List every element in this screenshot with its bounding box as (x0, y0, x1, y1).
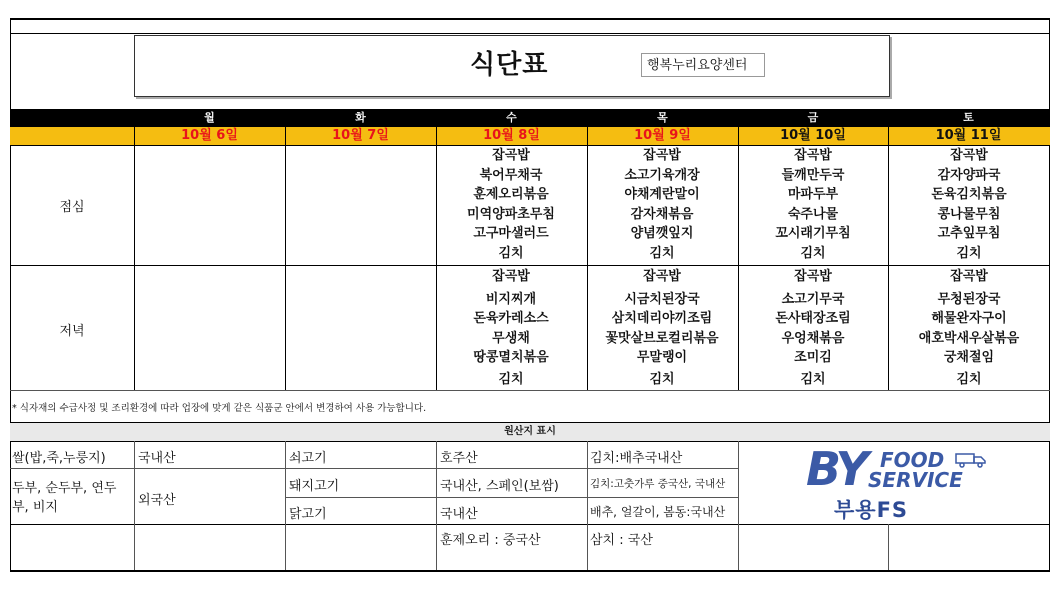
logo-by-text: BY (806, 442, 866, 496)
menu-item: 시금치된장국 (624, 291, 700, 307)
truck-icon (955, 452, 987, 468)
menu-item: 김치 (800, 371, 826, 387)
menu-item: 김치 (956, 371, 982, 387)
menu-item: 소고기육개장 (624, 167, 700, 183)
logo-company-name: 부용FS (834, 498, 909, 522)
origin-kimchi-1: 김치:배추국내산 (590, 451, 683, 466)
menu-item: 김치 (649, 245, 675, 261)
date-wed: 10월 8일 (483, 128, 540, 143)
menu-item: 잡곡밥 (950, 148, 988, 163)
origin-v-2 (285, 441, 286, 570)
lunch-menu-thu (587, 146, 737, 263)
menu-item: 잡곡밥 (950, 269, 988, 284)
menu-item: 김치 (956, 245, 982, 261)
menu-item: 꼬시래기무침 (775, 226, 851, 241)
origin-chicken-value: 국내산 (440, 507, 478, 522)
day-thu: 목 (657, 111, 668, 124)
menu-item: 미역양파초무침 (467, 206, 555, 222)
menu-item: 잡곡밥 (643, 269, 681, 284)
menu-item: 애호박새우살볶음 (918, 330, 1020, 346)
origin-kimchi-2: 김치:고춧가루 중국산, 국내산 (590, 478, 726, 490)
origin-h-3 (10, 524, 1050, 525)
origin-v-4 (587, 441, 588, 570)
menu-item: 숙주나물 (787, 206, 839, 222)
note-top-line (10, 390, 1050, 391)
menu-item: 김치 (800, 245, 826, 261)
origin-tofu-value: 외국산 (138, 493, 176, 508)
frame-left (10, 18, 11, 571)
lunch-menu-fri (738, 146, 888, 263)
day-wed: 수 (506, 111, 517, 124)
menu-item: 돈사태장조림 (775, 311, 851, 326)
menu-item: 잡곡밥 (794, 269, 832, 284)
origin-beef-label: 쇠고기 (289, 451, 327, 466)
menu-item: 김치 (649, 371, 675, 387)
menu-item: 잡곡밥 (794, 148, 832, 163)
menu-item: 삼치데리야끼조림 (611, 311, 713, 326)
menu-item: 돈육김치볶음 (931, 187, 1007, 202)
origin-v-1 (134, 441, 135, 570)
logo-food-text: FOOD (880, 448, 945, 472)
center-name: 행복누리요양센터 (641, 53, 765, 77)
date-mon: 10월 6일 (181, 128, 238, 143)
date-sat: 10월 11일 (935, 128, 1002, 143)
menu-item: 고구마샐러드 (473, 226, 549, 241)
origin-chicken-label: 닭고기 (289, 507, 327, 522)
menu-item: 해물완자구이 (931, 311, 1007, 326)
frame-top (10, 18, 1050, 20)
menu-item: 무생채 (492, 330, 530, 346)
origin-head-bottom (10, 441, 1050, 442)
frame-right (1049, 18, 1050, 571)
origin-beef-value: 호주산 (440, 451, 478, 466)
logo-service-text: SERVICE (868, 468, 963, 492)
dinner-menu-fri (738, 267, 888, 389)
origin-duck: 훈제오리 : 중국산 (440, 533, 541, 548)
lunch-menu-sat (894, 146, 1044, 263)
menu-item: 꽃맛살브로컬리볶음 (605, 330, 719, 346)
menu-item: 김치 (498, 245, 524, 261)
menu-item: 궁채절임 (943, 350, 995, 365)
origin-h-2 (285, 497, 738, 498)
origin-h-1b (10, 468, 285, 469)
menu-item: 감자채볶음 (630, 206, 694, 222)
day-mon: 월 (204, 111, 215, 124)
dinner-menu-wed (436, 267, 586, 389)
origin-pork-label: 돼지고기 (289, 479, 340, 494)
grid-v-1 (134, 109, 135, 390)
lunch-menu-wed (436, 146, 586, 263)
origin-kimchi-3: 배추, 얼갈이, 봄동:국내산 (590, 505, 726, 519)
menu-item: 들깨만두국 (781, 167, 845, 183)
menu-item: 무말랭이 (636, 350, 688, 365)
menu-item: 야채계란말이 (624, 187, 700, 202)
menu-item: 소고기무국 (781, 291, 845, 307)
dinner-menu-sat (894, 267, 1044, 389)
menu-item: 훈제오리볶음 (473, 187, 549, 202)
menu-item: 잡곡밥 (492, 269, 530, 284)
origin-h-1 (285, 468, 738, 469)
origin-pork-value: 국내산, 스페인(보쌈) (440, 479, 559, 494)
menu-item: 잡곡밥 (643, 148, 681, 163)
menu-item: 비지찌개 (485, 291, 537, 307)
menu-item: 고추잎무침 (937, 226, 1001, 241)
date-thu: 10월 9일 (634, 128, 691, 143)
lunch-label: 점심 (59, 200, 85, 215)
date-tue: 10월 7일 (332, 128, 389, 143)
menu-item: 무청된장국 (937, 291, 1001, 307)
menu-item: 우엉채볶음 (781, 330, 845, 346)
day-sat: 토 (963, 111, 974, 124)
menu-item: 땅콩멸치볶음 (473, 350, 549, 365)
origin-tofu-label: 두부, 순두부, 연두부, 비지 (12, 481, 117, 515)
grid-h-lunch-bottom (10, 265, 1050, 266)
day-fri: 금 (807, 111, 819, 124)
origin-v-5 (738, 441, 739, 570)
menu-item: 양념깻잎지 (630, 226, 694, 241)
date-fri: 10월 10일 (780, 128, 846, 143)
menu-item: 마파두부 (787, 187, 839, 202)
grid-v-2 (285, 109, 286, 390)
origin-v-3 (436, 441, 437, 570)
menu-item: 북어무채국 (479, 167, 543, 183)
menu-item: 돈육카레소스 (473, 311, 549, 326)
frame-bottom (10, 570, 1050, 572)
notice-text: * 식자재의 수급사정 및 조리환경에 따라 업장에 맞게 같은 식품군 안에서 변경하여 사용 가능합니다. (12, 403, 427, 414)
page-title: 식단표 (470, 50, 549, 80)
menu-item: 감자양파국 (937, 167, 1001, 183)
origin-rice-label: 쌀(밥,죽,누룽지) (12, 451, 106, 466)
menu-item: 콩나물무침 (937, 206, 1001, 222)
menu-item: 잡곡밥 (492, 148, 530, 163)
origin-v-6 (888, 524, 889, 570)
dinner-label: 저녁 (59, 324, 85, 339)
day-tue: 화 (355, 111, 366, 124)
menu-item: 김치 (498, 371, 524, 387)
origin-mackerel: 삼치 : 국산 (590, 533, 653, 548)
origin-title: 원산지 표시 (10, 423, 1050, 441)
origin-rice-value: 국내산 (138, 451, 176, 466)
menu-item: 조미김 (794, 350, 832, 365)
grid-v-6 (888, 109, 889, 390)
dinner-menu-thu (587, 267, 737, 389)
frame-line-2 (10, 33, 1050, 34)
